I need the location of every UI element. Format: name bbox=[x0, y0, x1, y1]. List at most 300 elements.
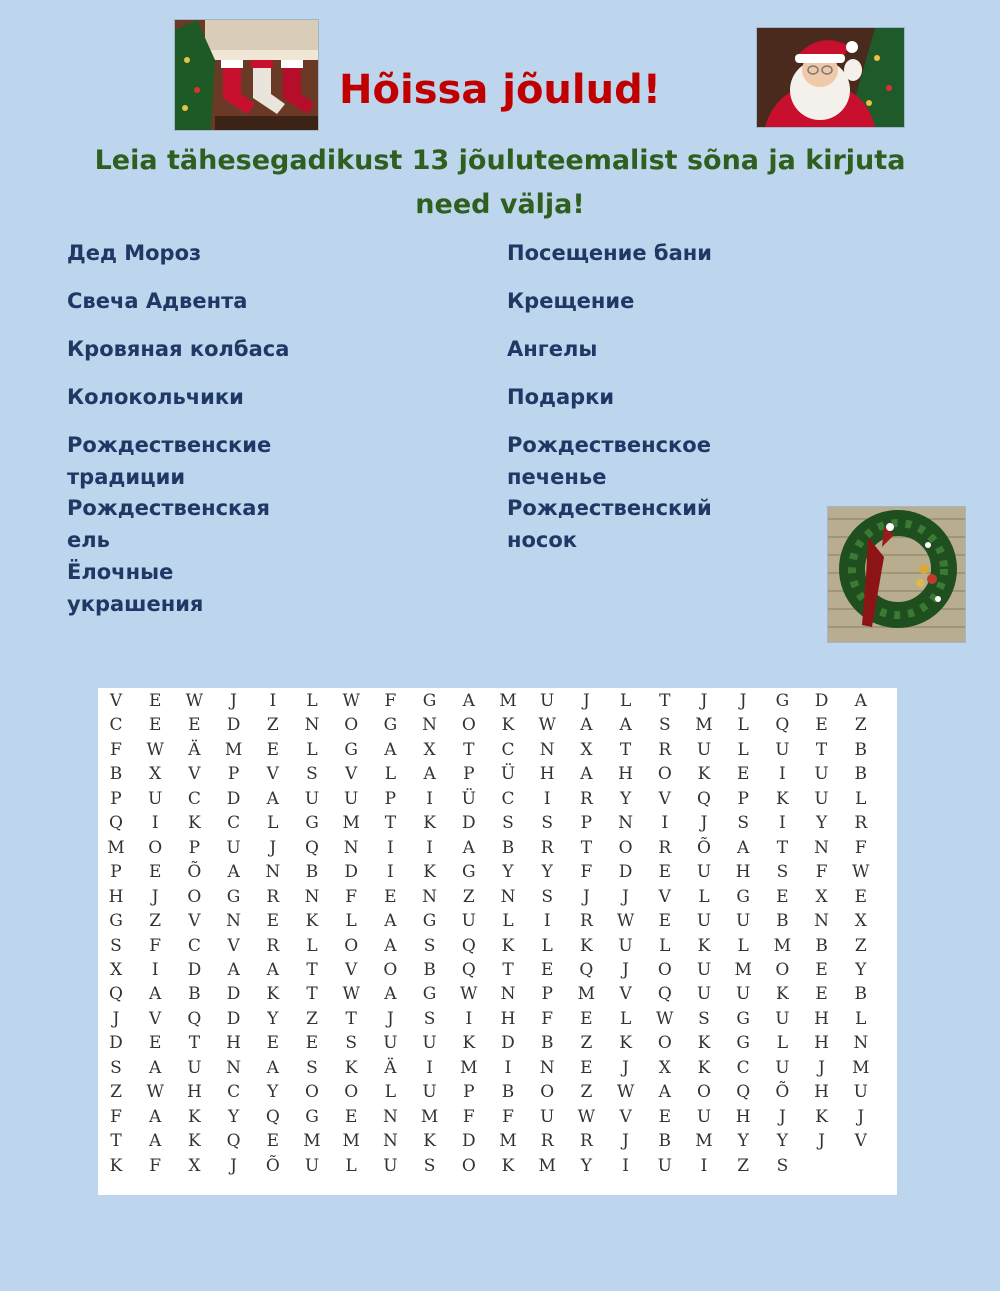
grid-letter: O bbox=[344, 1082, 359, 1103]
grid-letter: Y bbox=[619, 788, 632, 809]
grid-letter: O bbox=[775, 959, 790, 980]
grid-letter: Õ bbox=[265, 1155, 280, 1176]
grid-letter: P bbox=[580, 813, 593, 834]
grid-letter: E bbox=[815, 715, 828, 736]
grid-letter: S bbox=[306, 764, 318, 785]
grid-letter: H bbox=[814, 1008, 829, 1029]
grid-row bbox=[98, 885, 897, 909]
grid-letter: E bbox=[815, 959, 828, 980]
grid-letter: J bbox=[857, 1106, 865, 1127]
grid-letter: O bbox=[148, 837, 163, 858]
grid-letter: D bbox=[226, 1008, 241, 1029]
grid-letter: J bbox=[622, 1057, 629, 1078]
grid-letter: I bbox=[779, 764, 786, 785]
grid-row bbox=[98, 738, 897, 762]
grid-letter: F bbox=[149, 935, 162, 956]
grid-letter: R bbox=[854, 813, 868, 834]
grid-letter: R bbox=[579, 788, 593, 809]
grid-letter: D bbox=[461, 1131, 476, 1152]
grid-letter: K bbox=[697, 1033, 711, 1054]
grid-letter: P bbox=[737, 788, 749, 809]
grid-letter: L bbox=[855, 1008, 867, 1029]
grid-letter: K bbox=[501, 1155, 515, 1176]
grid-letter: V bbox=[345, 764, 358, 785]
grid-letter: U bbox=[422, 1033, 437, 1054]
grid-letter: K bbox=[423, 1131, 436, 1152]
grid-letter: V bbox=[227, 935, 240, 956]
grid-letter: S bbox=[737, 813, 750, 834]
grid-letter: M bbox=[773, 935, 792, 956]
grid-letter: T bbox=[463, 739, 475, 760]
grid-letter: I bbox=[426, 1057, 433, 1078]
grid-letter: B bbox=[501, 837, 515, 858]
grid-letter: S bbox=[110, 935, 122, 956]
grid-letter: A bbox=[423, 764, 436, 785]
grid-letter: J bbox=[230, 691, 237, 711]
grid-row bbox=[98, 1105, 897, 1129]
grid-letter: K bbox=[776, 788, 789, 809]
grid-letter: R bbox=[579, 911, 593, 932]
grid-letter: B bbox=[776, 911, 789, 932]
grid-letter: O bbox=[461, 715, 476, 736]
grid-letter: Z bbox=[306, 1008, 318, 1029]
grid-letter: F bbox=[110, 1106, 122, 1127]
grid-letter: S bbox=[423, 935, 436, 956]
grid-letter: J bbox=[582, 691, 590, 711]
grid-letter: X bbox=[423, 739, 436, 760]
grid-letter: A bbox=[580, 764, 593, 785]
word-item: Рождественский bbox=[507, 496, 712, 520]
grid-letter: E bbox=[266, 911, 279, 932]
grid-letter: E bbox=[736, 764, 750, 785]
grid-letter: M bbox=[107, 837, 125, 858]
grid-letter: O bbox=[187, 886, 202, 907]
grid-letter: Z bbox=[580, 1082, 593, 1103]
grid-letter: E bbox=[776, 886, 789, 907]
grid-letter: E bbox=[148, 691, 162, 711]
grid-letter: N bbox=[343, 837, 359, 858]
word-item: Свеча Адвента bbox=[67, 289, 248, 313]
grid-letter: A bbox=[227, 862, 240, 883]
grid-letter: F bbox=[110, 739, 122, 760]
grid-letter: L bbox=[502, 911, 514, 932]
grid-letter: S bbox=[423, 1008, 436, 1029]
grid-letter: B bbox=[815, 935, 828, 956]
grid-letter: A bbox=[619, 715, 632, 736]
grid-letter: Ä bbox=[188, 739, 201, 760]
grid-letter: D bbox=[187, 959, 202, 980]
grid-letter: Y bbox=[580, 1155, 592, 1176]
grid-row bbox=[98, 958, 897, 982]
grid-letter: S bbox=[776, 1155, 789, 1176]
grid-letter: E bbox=[580, 1057, 593, 1078]
grid-letter: L bbox=[384, 764, 397, 785]
grid-letter: A bbox=[149, 1131, 162, 1152]
grid-letter: Z bbox=[854, 935, 867, 956]
grid-letter: V bbox=[109, 691, 123, 711]
grid-letter: B bbox=[188, 984, 201, 1005]
grid-letter: D bbox=[226, 984, 241, 1005]
grid-letter: L bbox=[737, 935, 749, 956]
grid-letter: N bbox=[539, 739, 555, 760]
grid-letter: C bbox=[501, 788, 515, 809]
grid-letter: D bbox=[814, 691, 829, 711]
grid-letter: Q bbox=[226, 1131, 241, 1152]
grid-letter: Y bbox=[776, 1131, 788, 1152]
grid-letter: A bbox=[266, 788, 279, 809]
word-item: традиции bbox=[67, 465, 186, 489]
grid-letter: I bbox=[465, 1008, 473, 1029]
grid-letter: H bbox=[108, 886, 124, 907]
grid-letter: R bbox=[540, 837, 554, 858]
grid-letter: Õ bbox=[187, 862, 202, 883]
grid-letter: K bbox=[815, 1106, 828, 1127]
grid-letter: Ü bbox=[461, 788, 476, 809]
grid-row bbox=[98, 1007, 897, 1031]
grid-row bbox=[98, 860, 897, 884]
grid-letter: W bbox=[146, 1082, 164, 1103]
grid-letter: K bbox=[580, 935, 593, 956]
grid-letter: R bbox=[658, 739, 672, 760]
grid-letter: N bbox=[422, 715, 438, 736]
word-item: Рождественские bbox=[67, 433, 272, 457]
grid-letter: B bbox=[854, 739, 868, 760]
grid-letter: Z bbox=[580, 1033, 593, 1054]
grid-letter: S bbox=[698, 1008, 710, 1029]
grid-letter: W bbox=[616, 911, 635, 932]
grid-letter: O bbox=[540, 1082, 555, 1103]
grid-letter: U bbox=[775, 1008, 790, 1029]
grid-letter: Z bbox=[149, 911, 162, 932]
grid-letter: N bbox=[618, 813, 634, 834]
grid-letter: P bbox=[384, 788, 397, 809]
grid-letter: F bbox=[815, 862, 828, 883]
grid-letter: U bbox=[853, 1082, 868, 1103]
grid-letter: M bbox=[224, 739, 243, 760]
grid-letter: V bbox=[619, 1106, 632, 1127]
grid-letter: N bbox=[814, 911, 830, 932]
grid-letter: H bbox=[226, 1033, 241, 1054]
grid-letter: U bbox=[696, 862, 712, 883]
grid-letter: I bbox=[269, 691, 277, 711]
grid-letter: L bbox=[306, 935, 318, 956]
grid-letter: G bbox=[422, 691, 437, 711]
grid-letter: D bbox=[109, 1033, 123, 1054]
grid-letter: Y bbox=[541, 862, 553, 883]
grid-letter: G bbox=[736, 1008, 750, 1029]
grid-letter: K bbox=[776, 984, 789, 1005]
grid-letter: N bbox=[265, 862, 281, 883]
grid-letter: T bbox=[110, 1131, 122, 1152]
grid-letter: U bbox=[696, 739, 712, 760]
grid-letter: U bbox=[618, 935, 633, 956]
grid-letter: O bbox=[657, 764, 672, 785]
grid-letter: U bbox=[383, 1033, 398, 1054]
grid-letter: T bbox=[659, 691, 671, 711]
grid-letter: G bbox=[383, 715, 398, 736]
grid-letter: M bbox=[695, 715, 713, 736]
grid-letter: M bbox=[460, 1057, 478, 1078]
grid-letter: A bbox=[149, 1106, 162, 1127]
grid-letter: K bbox=[501, 935, 515, 956]
grid-letter: T bbox=[619, 739, 632, 760]
grid-letter: E bbox=[854, 886, 867, 907]
grid-letter: P bbox=[227, 764, 240, 785]
grid-letter: B bbox=[109, 764, 123, 785]
grid-row bbox=[98, 909, 897, 933]
grid-letter: I bbox=[426, 788, 433, 809]
grid-letter: G bbox=[422, 984, 437, 1005]
grid-letter: C bbox=[227, 813, 241, 834]
grid-letter: V bbox=[619, 984, 632, 1005]
grid-letter: N bbox=[304, 886, 320, 907]
grid-letter: U bbox=[461, 911, 476, 932]
grid-letter: J bbox=[230, 1155, 237, 1176]
grid-letter: I bbox=[504, 1057, 512, 1078]
grid-letter: L bbox=[776, 1033, 789, 1054]
grid-letter: V bbox=[149, 1008, 162, 1029]
grid-letter: K bbox=[188, 1131, 201, 1152]
grid-letter: Z bbox=[266, 715, 279, 736]
grid-letter: U bbox=[696, 984, 712, 1005]
grid-letter: V bbox=[658, 886, 671, 907]
grid-letter: W bbox=[146, 739, 164, 760]
grid-letter: F bbox=[502, 1106, 514, 1127]
grid-letter: R bbox=[266, 886, 280, 907]
grid-letter: S bbox=[110, 1057, 122, 1078]
grid-letter: B bbox=[305, 862, 319, 883]
grid-letter: J bbox=[151, 886, 159, 907]
word-item: Крещение bbox=[507, 289, 635, 313]
grid-letter: K bbox=[697, 935, 711, 956]
grid-letter: F bbox=[462, 1106, 475, 1127]
grid-letter: E bbox=[815, 984, 828, 1005]
grid-letter: U bbox=[540, 1106, 555, 1127]
grid-letter: T bbox=[384, 813, 397, 834]
grid-letter: X bbox=[815, 886, 828, 907]
grid-letter: C bbox=[227, 1082, 241, 1103]
grid-letter: K bbox=[188, 813, 201, 834]
grid-letter: A bbox=[462, 691, 475, 711]
grid-letter: X bbox=[188, 1155, 201, 1176]
grid-letter: M bbox=[342, 1131, 360, 1152]
grid-letter: E bbox=[148, 862, 162, 883]
grid-letter: B bbox=[423, 959, 436, 980]
word-item: Колокольчики bbox=[67, 385, 244, 409]
grid-letter: I bbox=[661, 813, 669, 834]
grid-letter: N bbox=[500, 984, 516, 1005]
grid-letter: A bbox=[580, 715, 593, 736]
grid-letter: G bbox=[226, 886, 241, 907]
grid-letter: F bbox=[541, 1008, 554, 1029]
grid-letter: E bbox=[266, 1033, 279, 1054]
grid-letter: G bbox=[775, 691, 790, 711]
grid-letter: V bbox=[658, 788, 671, 809]
grid-letter: A bbox=[384, 911, 397, 932]
grid-letter: I bbox=[622, 1155, 629, 1176]
grid-letter: T bbox=[502, 959, 514, 980]
grid-letter: A bbox=[658, 1082, 671, 1103]
grid-letter: P bbox=[463, 1082, 475, 1103]
grid-letter: T bbox=[815, 739, 828, 760]
grid-letter: O bbox=[657, 1033, 672, 1054]
grid-letter: W bbox=[460, 984, 478, 1005]
grid-letter: U bbox=[736, 984, 751, 1005]
grid-letter: J bbox=[818, 1057, 825, 1078]
grid-letter: L bbox=[737, 739, 749, 760]
grid-letter: H bbox=[814, 1082, 829, 1103]
grid-letter: E bbox=[266, 1131, 279, 1152]
grid-letter: W bbox=[656, 1008, 674, 1029]
grid-letter: Z bbox=[737, 1155, 750, 1176]
grid-letter: A bbox=[384, 935, 397, 956]
word-item: Рождественская bbox=[67, 496, 270, 520]
grid-letter: E bbox=[658, 911, 671, 932]
grid-letter: H bbox=[735, 1106, 751, 1127]
grid-letter: O bbox=[344, 715, 359, 736]
grid-letter: U bbox=[422, 1082, 437, 1103]
grid-letter: E bbox=[305, 1033, 319, 1054]
grid-letter: H bbox=[735, 862, 751, 883]
grid-letter: E bbox=[148, 715, 162, 736]
grid-letter: C bbox=[109, 715, 123, 736]
grid-letter: P bbox=[110, 862, 122, 883]
grid-letter: Q bbox=[265, 1106, 280, 1127]
grid-letter: T bbox=[306, 959, 318, 980]
grid-letter: A bbox=[266, 1057, 279, 1078]
grid-letter: W bbox=[185, 691, 204, 711]
grid-letter: X bbox=[109, 959, 123, 980]
grid-letter: Z bbox=[462, 886, 475, 907]
grid-letter: F bbox=[580, 862, 593, 883]
grid-letter: Q bbox=[109, 984, 123, 1005]
grid-letter: L bbox=[541, 935, 553, 956]
grid-letter: J bbox=[582, 886, 590, 907]
grid-letter: A bbox=[227, 959, 240, 980]
grid-letter: V bbox=[188, 764, 201, 785]
grid-letter: U bbox=[304, 788, 320, 809]
grid-letter: I bbox=[543, 911, 551, 932]
grid-letter: Q bbox=[109, 813, 123, 834]
grid-letter: K bbox=[697, 764, 711, 785]
grid-letter: C bbox=[501, 739, 515, 760]
grid-row bbox=[98, 787, 897, 811]
grid-letter: D bbox=[501, 1033, 515, 1054]
grid-letter: H bbox=[186, 1082, 202, 1103]
grid-letter: K bbox=[188, 1106, 201, 1127]
grid-letter: Q bbox=[736, 1082, 751, 1103]
grid-row bbox=[98, 1080, 897, 1104]
grid-letter: S bbox=[502, 813, 514, 834]
grid-letter: O bbox=[305, 1082, 319, 1103]
grid-letter: X bbox=[580, 739, 593, 760]
word-item: Ангелы bbox=[507, 337, 598, 361]
grid-letter: K bbox=[423, 862, 436, 883]
grid-letter: I bbox=[700, 1155, 708, 1176]
grid-letter: S bbox=[541, 813, 554, 834]
grid-letter: D bbox=[461, 813, 476, 834]
grid-letter: K bbox=[462, 1033, 476, 1054]
grid-letter: L bbox=[659, 935, 671, 956]
grid-letter: U bbox=[148, 788, 163, 809]
grid-letter: I bbox=[151, 959, 159, 980]
grid-letter: R bbox=[579, 1131, 593, 1152]
grid-letter: W bbox=[342, 691, 360, 711]
grid-letter: W bbox=[538, 715, 556, 736]
grid-letter: R bbox=[266, 935, 280, 956]
grid-row bbox=[98, 982, 897, 1006]
grid-letter: B bbox=[501, 1082, 515, 1103]
grid-letter: M bbox=[538, 1155, 556, 1176]
grid-row bbox=[98, 1154, 897, 1178]
grid-letter: Q bbox=[461, 959, 476, 980]
grid-letter: E bbox=[580, 1008, 593, 1029]
grid-letter: S bbox=[776, 862, 789, 883]
grid-letter: M bbox=[852, 1057, 870, 1078]
grid-letter: U bbox=[775, 739, 790, 760]
grid-letter: M bbox=[734, 959, 752, 980]
grid-letter: J bbox=[818, 1131, 825, 1152]
grid-letter: N bbox=[226, 1057, 242, 1078]
grid-letter: F bbox=[149, 1155, 162, 1176]
grid-letter: M bbox=[499, 691, 517, 711]
grid-letter: O bbox=[657, 959, 672, 980]
grid-letter: N bbox=[539, 1057, 555, 1078]
grid-letter: I bbox=[151, 813, 159, 834]
grid-letter: M bbox=[303, 1131, 321, 1152]
grid-letter: L bbox=[345, 911, 357, 932]
word-item: носок bbox=[507, 528, 578, 552]
word-item: украшения bbox=[67, 592, 204, 616]
grid-letter: J bbox=[700, 691, 708, 711]
grid-letter: U bbox=[814, 788, 829, 809]
grid-letter: O bbox=[697, 1082, 711, 1103]
grid-letter: T bbox=[306, 984, 318, 1005]
grid-letter: J bbox=[700, 813, 708, 834]
word-item: Дед Мороз bbox=[67, 241, 202, 265]
grid-letter: L bbox=[737, 715, 749, 736]
grid-letter: U bbox=[304, 1155, 320, 1176]
grid-letter: S bbox=[345, 1033, 358, 1054]
grid-letter: H bbox=[539, 764, 555, 785]
grid-letter: Q bbox=[657, 984, 672, 1005]
grid-letter: A bbox=[462, 837, 475, 858]
grid-letter: E bbox=[658, 862, 671, 883]
grid-letter: V bbox=[854, 1131, 867, 1152]
grid-letter: N bbox=[382, 1106, 398, 1127]
grid-letter: F bbox=[345, 886, 358, 907]
grid-letter: G bbox=[344, 739, 358, 760]
grid-letter: Y bbox=[267, 1008, 279, 1029]
grid-letter: Q bbox=[187, 1008, 202, 1029]
grid-letter: A bbox=[149, 1057, 162, 1078]
grid-row bbox=[98, 762, 897, 786]
grid-letter: N bbox=[422, 886, 438, 907]
grid-letter: U bbox=[540, 691, 555, 711]
grid-letter: Y bbox=[737, 1131, 749, 1152]
grid-letter: U bbox=[696, 1106, 712, 1127]
grid-letter: D bbox=[618, 862, 633, 883]
grid-letter: W bbox=[852, 862, 870, 883]
grid-letter: Z bbox=[110, 1082, 122, 1103]
grid-letter: A bbox=[266, 959, 279, 980]
grid-row bbox=[98, 689, 897, 713]
grid-row bbox=[98, 713, 897, 737]
grid-letter: W bbox=[342, 984, 360, 1005]
grid-letter: K bbox=[619, 1033, 632, 1054]
grid-letter: K bbox=[501, 715, 515, 736]
grid-letter: W bbox=[577, 1106, 596, 1127]
